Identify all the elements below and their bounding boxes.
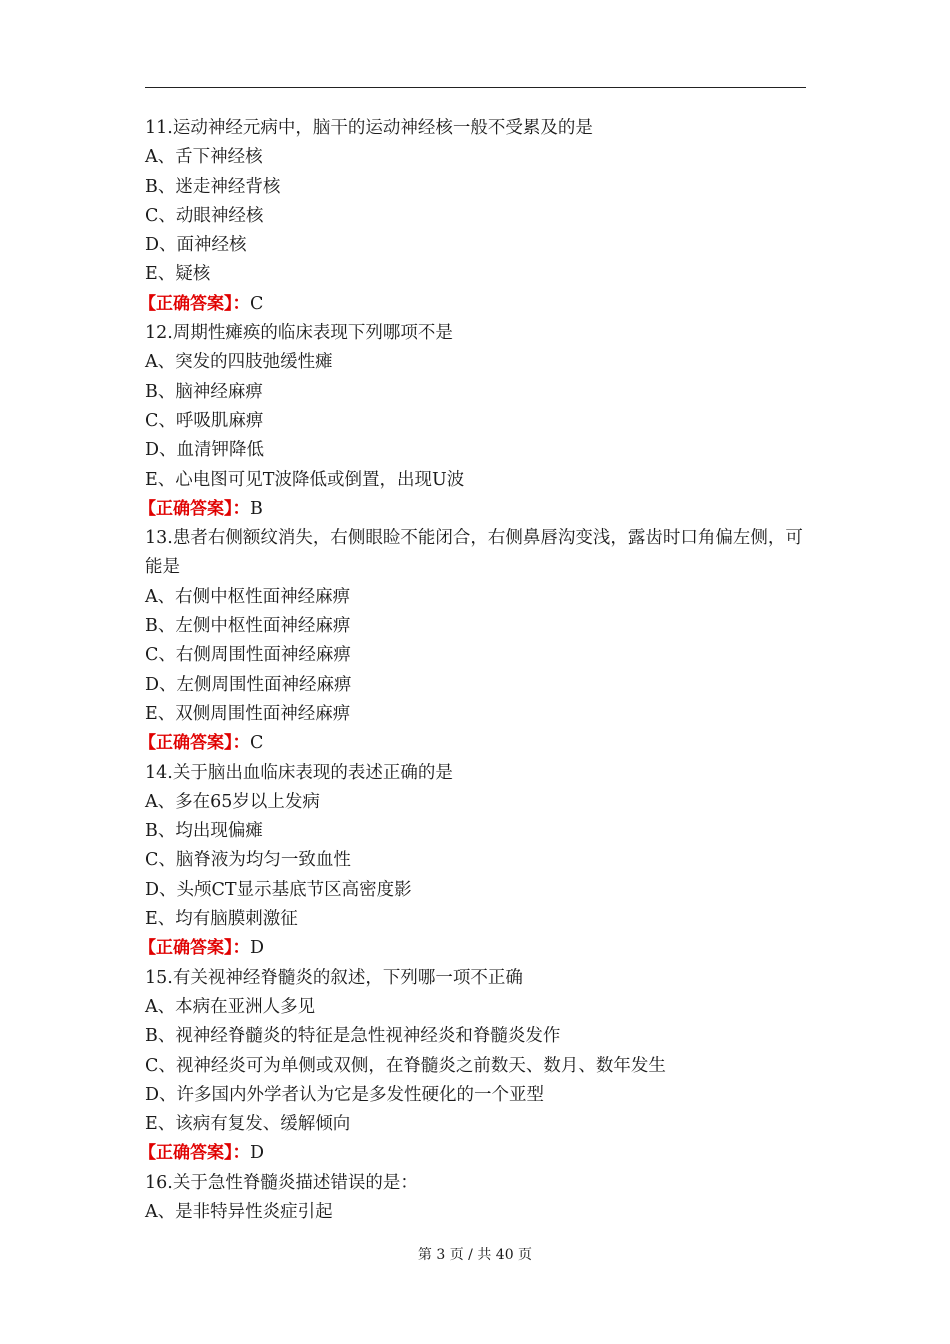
question-12 [139, 319, 810, 524]
question-list [139, 114, 810, 1227]
option-b: B、视神经脊髓炎的特征是急性视神经炎和脊髓炎发作 [145, 1026, 561, 1047]
answer-value: C [250, 733, 264, 754]
option-a: A、右侧中枢性面神经麻痹 [145, 586, 351, 607]
question-stem: 11.运动神经元病中，脑干的运动神经核一般不受累及的是 [145, 118, 593, 138]
question-16 [145, 1169, 810, 1228]
question-13 [139, 524, 810, 758]
option-d: D、左侧周围性面神经麻痹 [145, 674, 352, 695]
question-stem: 13.患者右侧额纹消失，右侧眼睑不能闭合，右侧鼻唇沟变浅，露齿时口角偏左侧，可能是 [145, 528, 803, 578]
option-a: A、突发的四肢弛缓性瘫 [145, 352, 333, 373]
answer-line [139, 495, 810, 524]
option-e: E、双侧周围性面神经麻痹 [145, 703, 351, 724]
option-a: A、舌下神经核 [145, 147, 263, 168]
question-11 [139, 114, 810, 319]
option-c: C、呼吸肌麻痹 [145, 410, 264, 431]
option-d: D、血清钾降低 [145, 440, 265, 461]
option-b: B、脑神经麻痹 [145, 381, 263, 402]
question-stem: 14.关于脑出血临床表现的表述正确的是 [145, 762, 453, 783]
answer-colon: ： [232, 1143, 250, 1164]
answer-colon: ： [232, 938, 250, 959]
option-c: C、右侧周围性面神经麻痹 [145, 645, 351, 666]
answer-value: D [250, 938, 265, 959]
answer-label: 【正确答案】 [139, 938, 233, 959]
option-d: D、许多国内外学者认为它是多发性硬化的一个亚型 [145, 1084, 545, 1105]
answer-value: B [250, 498, 263, 519]
answer-line [139, 934, 810, 963]
option-c: C、动眼神经核 [145, 205, 264, 226]
answer-colon: ： [232, 293, 250, 314]
option-c: C、视神经炎可为单侧或双侧，在脊髓炎之前数天、数月、数年发生 [145, 1055, 666, 1076]
question-stem: 16.关于急性脊髓炎描述错误的是： [145, 1172, 418, 1193]
answer-line [139, 1139, 810, 1168]
question-14 [139, 759, 810, 964]
option-d: D、面神经核 [145, 235, 247, 256]
option-e: E、均有脑膜刺激征 [145, 909, 298, 930]
answer-label: 【正确答案】 [139, 1143, 233, 1164]
option-b: B、左侧中枢性面神经麻痹 [145, 616, 351, 637]
option-b: B、迷走神经背核 [145, 176, 281, 197]
option-a: A、是非特异性炎症引起 [145, 1201, 333, 1222]
answer-line [139, 729, 810, 758]
option-e: E、疑核 [145, 264, 211, 285]
question-stem: 15.有关视神经脊髓炎的叙述，下列哪一项不正确 [145, 967, 523, 988]
answer-value: C [250, 293, 264, 314]
option-e: E、心电图可见T波降低或倒置，出现U波 [145, 469, 465, 490]
answer-label: 【正确答案】 [139, 498, 233, 519]
header-rule [145, 87, 806, 88]
answer-label: 【正确答案】 [139, 293, 233, 314]
option-c: C、脑脊液为均匀一致血性 [145, 850, 351, 871]
answer-line [139, 290, 810, 319]
answer-value: D [250, 1143, 265, 1164]
question-stem: 12.周期性瘫痪的临床表现下列哪项不是 [145, 323, 453, 344]
answer-label: 【正确答案】 [139, 733, 233, 754]
page-footer: 第 3 页 / 共 40 页 [417, 1247, 533, 1263]
question-15 [139, 964, 810, 1169]
option-d: D、头颅CT显示基底节区高密度影 [145, 879, 412, 900]
answer-colon: ： [232, 498, 250, 519]
option-b: B、均出现偏瘫 [145, 821, 263, 842]
option-a: A、本病在亚洲人多见 [145, 996, 316, 1017]
option-e: E、该病有复发、缓解倾向 [145, 1114, 351, 1135]
answer-colon: ： [232, 733, 250, 754]
option-a: A、多在65岁以上发病 [145, 791, 320, 812]
